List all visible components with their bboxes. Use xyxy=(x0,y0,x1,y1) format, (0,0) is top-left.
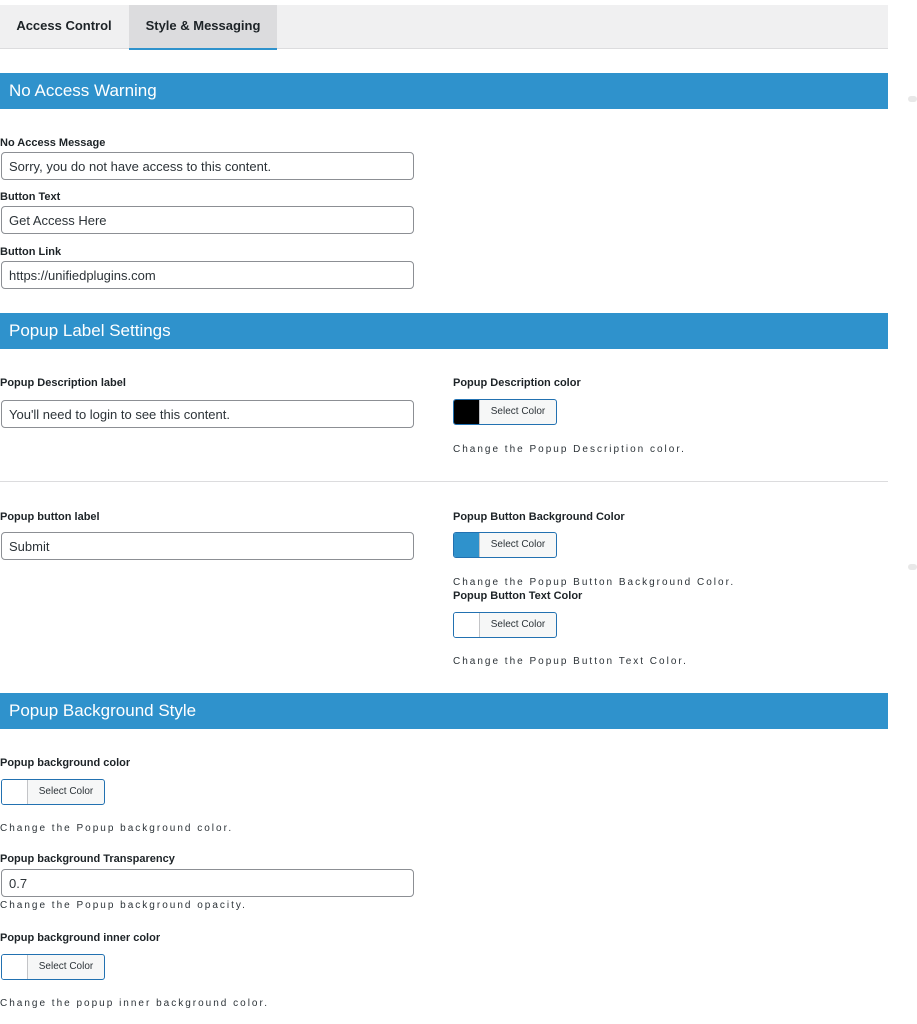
popup-description-color-button[interactable] xyxy=(453,399,557,425)
tab-access-control[interactable]: Access Control xyxy=(16,18,112,33)
scroll-edge-mark xyxy=(908,564,917,570)
popup-button-text-color-help: Change the Popup Button Text Color. xyxy=(453,656,688,667)
color-swatch xyxy=(454,613,480,637)
popup-bg-inner-color-label: Popup background inner color xyxy=(0,932,161,944)
popup-button-bg-color-help: Change the Popup Button Background Color. xyxy=(453,577,736,588)
popup-bg-transparency-help: Change the Popup background opacity. xyxy=(0,900,247,911)
button-text-label: Button Text xyxy=(0,191,61,203)
popup-description-input[interactable] xyxy=(1,400,414,428)
divider xyxy=(0,481,888,482)
popup-bg-color-help: Change the Popup background color. xyxy=(0,823,234,834)
tab-bar xyxy=(0,5,888,49)
popup-button-text-color-button[interactable] xyxy=(453,612,557,638)
section-header-popup-background-style: Popup Background Style xyxy=(0,693,888,729)
popup-bg-transparency-input[interactable] xyxy=(1,869,414,897)
color-swatch xyxy=(2,780,28,804)
popup-button-bg-color-button[interactable] xyxy=(453,532,557,558)
popup-button-text-color-label: Popup Button Text Color xyxy=(453,590,583,602)
no-access-message-input[interactable] xyxy=(1,152,414,180)
tab-style-messaging[interactable]: Style & Messaging xyxy=(129,5,277,50)
color-swatch xyxy=(454,400,480,424)
select-color-label: Select Color xyxy=(490,539,546,550)
select-color-label: Select Color xyxy=(490,619,546,630)
section-header-no-access-warning: No Access Warning xyxy=(0,73,888,109)
popup-button-label-input[interactable] xyxy=(1,532,414,560)
select-color-label: Select Color xyxy=(38,786,94,797)
color-swatch xyxy=(2,955,28,979)
popup-bg-transparency-label: Popup background Transparency xyxy=(0,853,175,865)
popup-description-color-help: Change the Popup Description color. xyxy=(453,444,686,455)
scroll-edge-mark xyxy=(908,96,917,102)
button-link-input[interactable] xyxy=(1,261,414,289)
popup-bg-inner-color-help: Change the popup inner background color. xyxy=(0,998,270,1009)
select-color-label: Select Color xyxy=(490,406,546,417)
popup-bg-color-label: Popup background color xyxy=(0,757,131,769)
button-text-input[interactable] xyxy=(1,206,414,234)
no-access-message-label: No Access Message xyxy=(0,137,106,149)
color-swatch xyxy=(454,533,480,557)
popup-button-bg-color-label: Popup Button Background Color xyxy=(453,511,625,523)
popup-bg-inner-color-button[interactable] xyxy=(1,954,105,980)
select-color-label: Select Color xyxy=(38,961,94,972)
popup-bg-color-button[interactable] xyxy=(1,779,105,805)
popup-description-color-label: Popup Description color xyxy=(453,377,581,389)
section-header-popup-label-settings: Popup Label Settings xyxy=(0,313,888,349)
popup-description-label: Popup Description label xyxy=(0,377,126,389)
button-link-label: Button Link xyxy=(0,246,62,258)
popup-button-label: Popup button label xyxy=(0,511,100,523)
